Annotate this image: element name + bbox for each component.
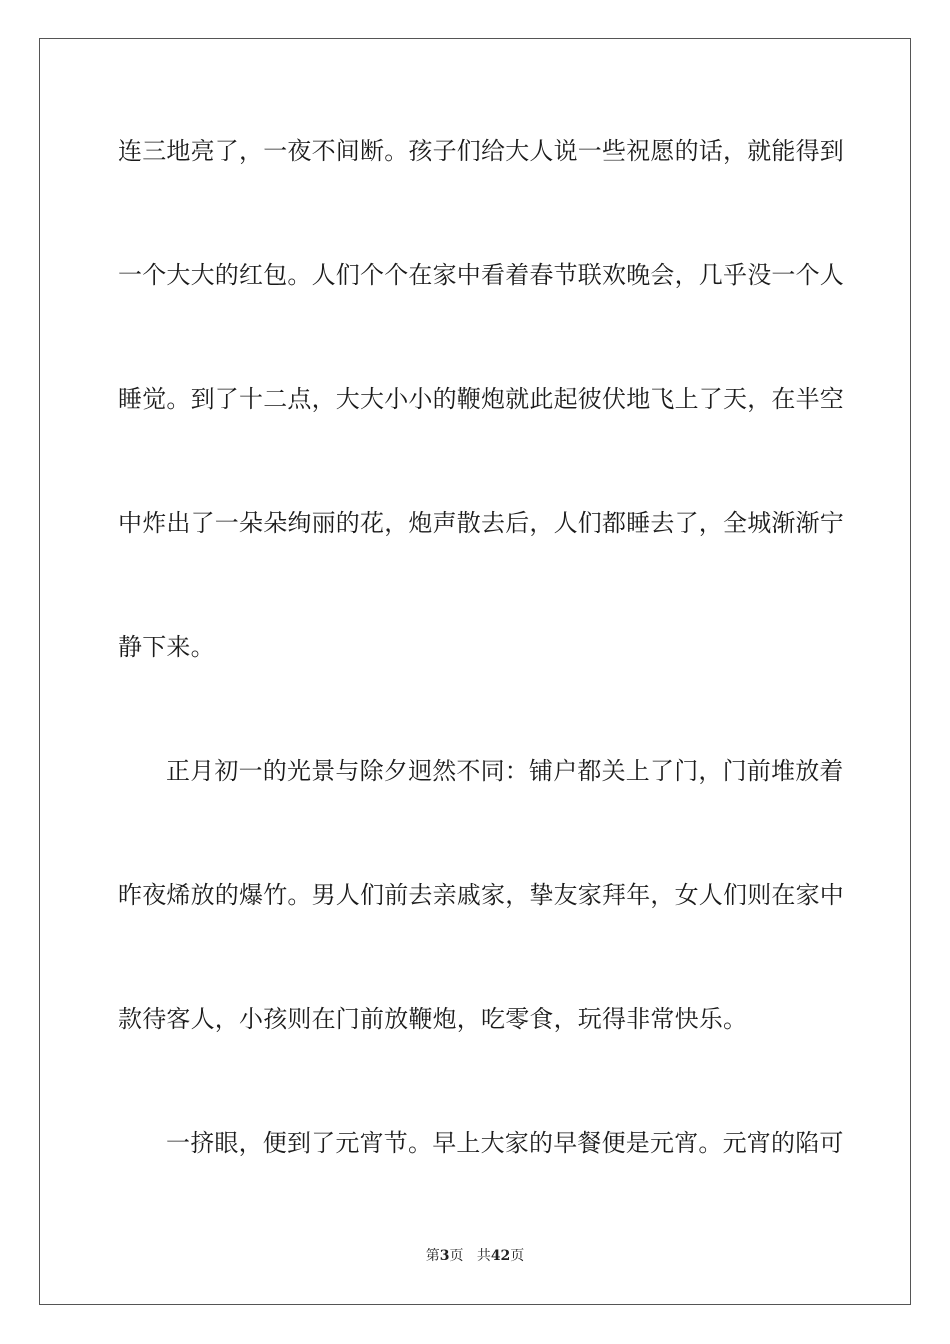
- text-line-7: 昨夜烯放的爆竹。男人们前去亲戚家，挚友家拜年，女人们则在家中: [118, 881, 844, 909]
- text-line-8: 款待客人，小孩则在门前放鞭炮，吃零食，玩得非常快乐。: [118, 1005, 748, 1033]
- page-suffix: 页: [449, 1248, 464, 1264]
- text-line-1: 连三地亮了，一夜不间断。孩子们给大人说一些祝愿的话，就能得到: [118, 137, 844, 165]
- text-line-6: 正月初一的光景与除夕迥然不同：铺户都关上了门，门前堆放着: [166, 757, 844, 785]
- text-line-5: 静下来。: [118, 633, 215, 661]
- page-footer: [0, 1246, 950, 1266]
- text-line-2: 一个大大的红包。人们个个在家中看着春节联欢晚会，几乎没一个人: [118, 261, 844, 289]
- total-prefix: 共: [476, 1248, 491, 1264]
- page-prefix: 第: [425, 1248, 440, 1264]
- text-line-4: 中炸出了一朵朵绚丽的花，炮声散去后，人们都睡去了，全城渐渐宁: [118, 509, 844, 537]
- page-number: 3: [439, 1248, 450, 1264]
- text-line-3: 睡觉。到了十二点，大大小小的鞭炮就此起彼伏地飞上了天，在半空: [118, 385, 844, 413]
- text-line-9: 一挤眼，便到了元宵节。早上大家的早餐便是元宵。元宵的陷可: [166, 1129, 844, 1157]
- total-suffix: 页: [510, 1248, 525, 1264]
- total-pages: 42: [490, 1248, 511, 1264]
- page-border: [39, 38, 911, 1305]
